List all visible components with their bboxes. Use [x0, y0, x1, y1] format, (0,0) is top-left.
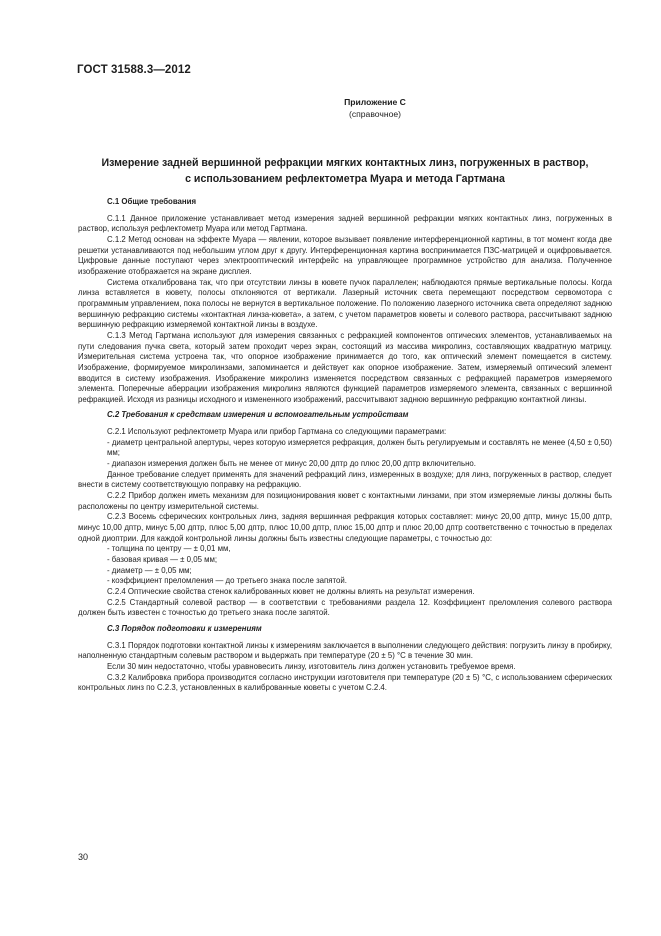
title-line-1: Измерение задней вершинной рефракции мягких контактных линз, погруженных в раствор,	[101, 157, 589, 169]
appendix-note: (справочное)	[348, 109, 402, 119]
paragraph: С.2.1 Используют рефлектометр Муара или прибор Гартмана со следующими параметрами:	[107, 427, 447, 437]
paragraph: Система откалибрована так, что при отсутствии линзы в кювете пучок параллелен; наблюдаются прямые вертикальные полосы. Когда линза вставляется в кювету, полосы отклоняются от вертикали. Лазерный источник света перемещают посредством сервомотора с программным управлением, пока полосы не вернутся в вертикальное положение. По положению лазерного источника света определяют заднюю вершинную рефракцию системы «контактная линза-кювета», а затем, с учетом параметров кюветы и солевого раствора, рассчитывают заднюю вершинную рефракцию измеряемой контактной линзы в воздухе.	[78, 277, 612, 330]
list-item: - диаметр — ± 0,05 мм;	[107, 565, 192, 575]
list-item: - базовая кривая — ± 0,05 мм;	[107, 555, 218, 564]
section-heading: С.2 Требования к средствам измерения и вспомогательным устройствам	[107, 410, 409, 420]
paragraph: С.1.3 Метод Гартмана используют для измерения связанных с рефракцией компонентов оптических элементов, устанавливаемых на пути следования пучка света, который затем проходит через экран, состоящий из массива микролинз, составляющих квадратную матрицу. Измерительная система устроена так, что опорное изображение принимается до того, как оптический элемент помещается в систему. Изображение, формируемое микролинзами, запоминается и действует как опорное изображение. Затем, измеряемый оптический элемент вводится в систему изображения. Изображение микролинз изменяется посредством связанных с рефракцией параметров измеряемого элемента. Поперечные аберрации изображения микролинз являются функцией параметров измеряемого элемента, связанных с вершинной рефракцией. Исходя из разницы исходного и измененного изображений, рассчитывают заднюю вершинную рефракцию контактной линзы.	[78, 330, 612, 404]
page-number: 30	[78, 852, 89, 862]
paragraph: С.1.1 Данное приложение устанавливает метод измерения задней вершинной рефракции мягких контактных линз, погруженных в раствор, используя рефлектометр Муара или метод Гартмана.	[78, 213, 612, 234]
paragraph: С.1.2 Метод основан на эффекте Муара — явлении, которое вызывает появление интерференционной картины, в тот момент когда две решетки устанавливаются под небольшим углом друг к другу. Интерференционная картина воспринимается ПЗС-матрицей и оцифровывается. Цифровые данные поступают через электрооптический интерфейс на управляющее программное устройство для анализа. Полученное изображение отображается на экране дисплея.	[78, 234, 612, 276]
paragraph: С.2.4 Оптические свойства стенок калиброванных кювет не должны влиять на результат измерения.	[107, 586, 475, 596]
list-item: - диапазон измерения должен быть не менее от минус 20,00 дптр до плюс 20,00 дптр включительно.	[107, 459, 476, 469]
paragraph: Если 30 мин недостаточно, чтобы уравновесить линзу, изготовитель линз должен установить требуемое время.	[107, 661, 516, 671]
paragraph: С.3.2 Калибровка прибора производится согласно инструкции изготовителя при температуре (20 ± 5) °С, с использованием сферических контрольных линз по С.2.3, установленных в калиброванные кюветы с учетом С.2.4.	[78, 672, 612, 693]
title-line-2: с использованием рефлектометра Муара и метода Гартмана	[185, 173, 505, 185]
paragraph: С.2.5 Стандартный солевой раствор — в соответствии с требованиями раздела 12. Коэффициент преломления солевого раствора должен быть известен с точностью до третьего знака после запятой.	[78, 597, 612, 618]
standard-header: ГОСТ 31588.3—2012	[77, 64, 191, 76]
paragraph: С.2.3 Восемь сферических контрольных линз, задняя вершинная рефракция которых составляет: минус 20,00 дптр, минус 15,00 дптр, минус 10,00 дптр, минус 5,00 дптр, плюс 5,00 дптр, плюс 10,00 дптр, плюс 15,00 дптр и плюс 20,00 дптр соответственно с точностью в пределах одной диоптрии. Для каждой контрольной линзы должны быть известны следующие параметры, с точностью до:	[78, 512, 612, 543]
appendix-label: Приложение С	[344, 97, 406, 107]
body-text	[78, 196, 612, 694]
paragraph: Данное требование следует применять для значений рефракций линз, измеренных в воздухе; для линз, погруженных в раствор, следует внести в систему соответствующую поправку на рефракцию.	[78, 469, 612, 490]
list-item: - диаметр центральной апертуры, через которую измеряется рефракция, должен быть регулируемым и составлять не менее (4,50 ± 0,50) мм;	[107, 437, 612, 458]
paragraph: С.3.1 Порядок подготовки контактной линзы к измерениям заключается в выполнении следующего действия: погрузить линзу в пробирку, наполненную стандартным солевым раствором и выдержать при температуре (20 ± 5) °С в течение 30 мин.	[78, 640, 612, 661]
paragraph: С.2.2 Прибор должен иметь механизм для позиционирования кювет с контактными линзами, при этом измеряемые линзы должны быть расположены по центру измерительной системы.	[78, 491, 612, 511]
document-title	[80, 155, 610, 187]
section-heading: С.1 Общие требования	[107, 197, 197, 206]
list-item: - коэффициент преломления — до третьего знака после запятой.	[107, 576, 347, 586]
section-heading: С.3 Порядок подготовки к измерениям	[107, 623, 262, 633]
list-item: - толщина по центру — ± 0,01 мм,	[107, 544, 231, 554]
